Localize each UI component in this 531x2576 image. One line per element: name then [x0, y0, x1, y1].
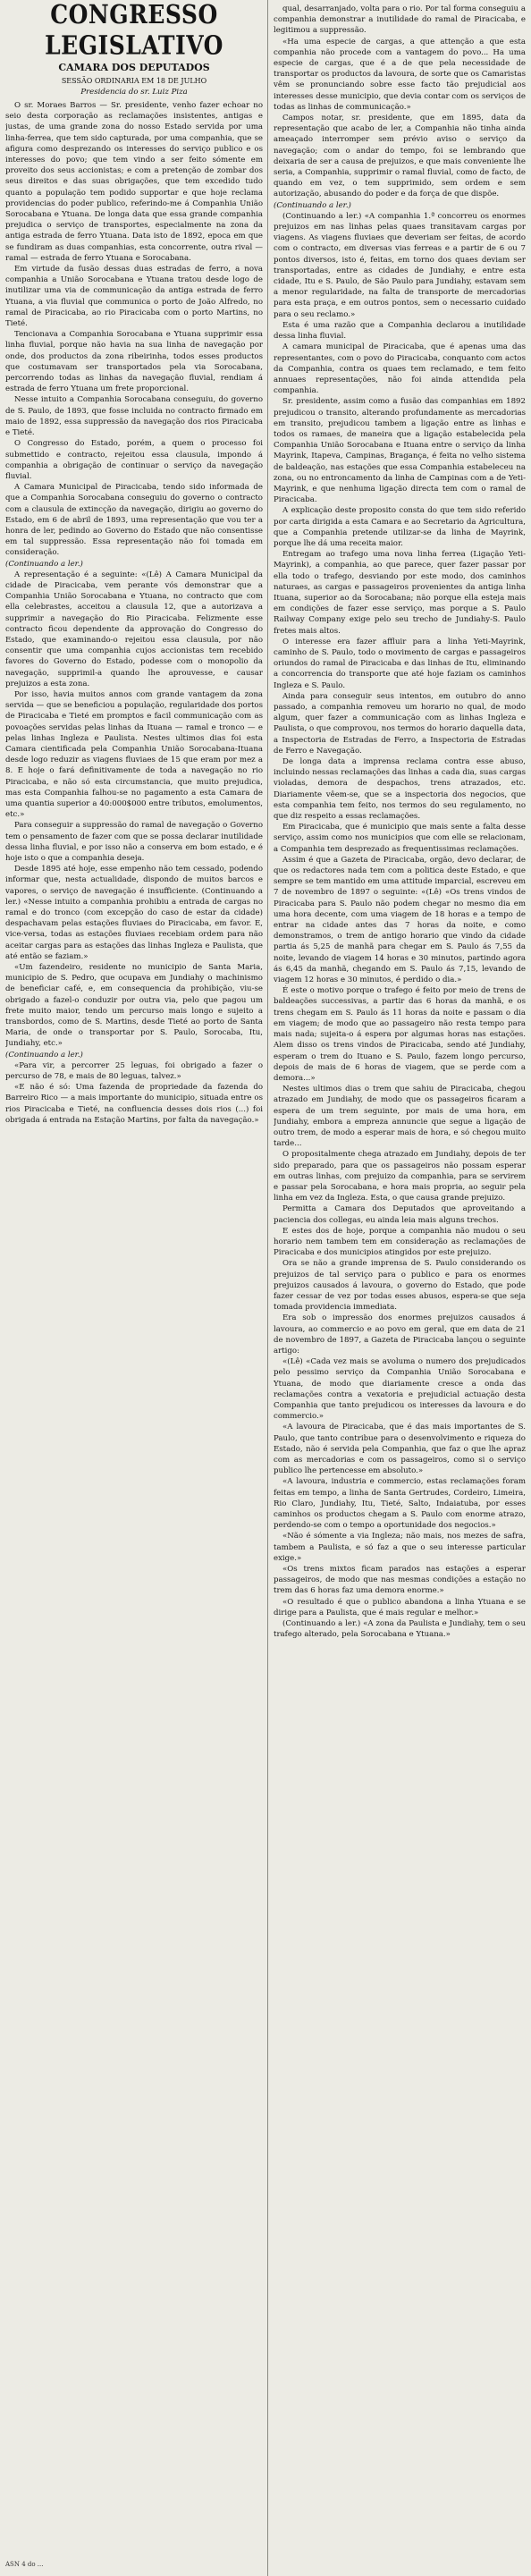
article-paragraph: «Ha uma especie de cargas, a que attenção a que esta companhia não procede com a vantagem do povo... Ha uma especie de cargas, que é a de que pela necessidade de transportar os productos da lavoura, de sorte que os Camaristas vêm se pronunciando sobre esse facto tão prejudicial aos interesses desse municipio, que devia contar com os serviços de todas as linhas de communicação.»	[274, 37, 526, 112]
article-paragraph: O sr. Moraes Barros — Sr. presidente, venho fazer echoar no seio desta corporação as reclamações insistentes, antigas e justas, de uma grande zona do nosso Estado servida por uma linha-ferrea, que tem sido capturada, por uma companhia, que se afigura como desprezando os interesses do serviço publico e os interesses do povo; que tem vindo a ser feito sómente em proveito dos seus accionistas; e com a pretenção de zombar dos seus direitos e das suas obrigações, que tem excedido tudo quanto a população tem podido supportar e que hoje reclama providencias do poder publico, referindo-me á Companhia União Sorocabana e Ytuana. De longa data que essa grande companhia prejudica o serviço de transportes, especialmente na zona da antiga estrada de ferro Ytuana. Data isto de 1892, epoca em que se fundiram as duas companhias, esta concorrente, outra rival — ramal — estrada de ferro Ytuana e Sorocabana.	[5, 101, 263, 263]
right-article-body	[274, 4, 526, 1640]
article-paragraph: «A lavoura de Piracicaba, que é das mais importantes de S. Paulo, que tanto contribue para o desenvolvimento e riqueza do Estado, não é servida pela Companhia, que faz o que lhe apraz com as mercadorias e com os passageiros, como si o serviço publico lhe pertencesse em absoluto.»	[274, 1423, 526, 1476]
presidency-line: Presidencia do sr. Luiz Piza	[80, 88, 188, 97]
article-paragraph: «O resultado é que o publico abandona a linha Ytuana e se dirige para a Paulista, que é mais regular e melhor.»	[274, 1597, 526, 1617]
article-paragraph: «A lavoura, industria e commercio, estas reclamações foram feitas em tempo, a linha de Santa Gertrudes, Cordeiro, Limeira, Rio Claro, Jundiahy, Itu, Tieté, Salto, Indaiatuba, por esses caminhos os productos chegam a S. Paulo com enorme atrazo, perdendo-se com o tempo a oportunidade dos negocios.»	[274, 1477, 526, 1531]
article-paragraph: Ainda para conseguir seus intentos, em outubro do anno passado, a companhia removeu um horario no qual, de modo algum, quer fazer a communicação com as linhas Ingleza e Paulista, o que comprovou, nos termos do horario daquella data, a Inspectoria de Estradas de Ferro, a Inspectoria de Estradas de Ferro e Navegação.	[274, 691, 526, 756]
article-paragraph: O Congresso do Estado, porém, a quem o processo foi submettido e contracto, rejeitou essa clausula, impondo á companhia a obrigação de continuar o serviço da navegação fluvial.	[5, 439, 263, 481]
article-paragraph: A camara municipal de Piracicaba, que é apenas uma das representantes, com o povo do Piracicaba, conquanto com actos da Companhia, contra os quaes tem reclamado, e tem feito annuaes representações, não foi ainda attendida pela companhia.	[274, 342, 526, 396]
article-paragraph: Entregam ao trafego uma nova linha ferrea (Ligação Yeti-Mayrink), a companhia, ao que parece, quer fazer passar por ella todo o trafego, desviando por este modo, dos caminhos naturaes, as cargas e passageiros provenientes da antiga linha Ituana, superior ao da Sorocabana; não porque ella esteja mais em condições de fazer esse serviço, mas porque a S. Paulo Railway Company exige pelo seu trecho de Jundiahy-S. Paulo fretes mais altos.	[274, 550, 526, 636]
right-column	[274, 4, 526, 2561]
continuation-mark: (Continuando a ler.)	[5, 1050, 83, 1060]
article-paragraph: «Um fazendeiro, residente no municipio de Santa Maria, municipio de S. Pedro, que ocupava em Jundiahy o machinismo de beneficiar café, e, em consequencia da prohibição, viu-se obrigado a fazel-o conduzir por outra via, pelo que pagou um frete muito maior, tendo um percurso mais longo e sujeito a transbordos, como de S. Martins, desde Tieté ao porto de Santa Maria, de onde o transportar por S. Paulo, Sorocaba, Itu, Jundiahy, etc.»	[5, 963, 263, 1049]
continuation-mark: (Continuando a ler.)	[5, 559, 83, 569]
article-paragraph: Nesse intuito a Companhia Sorocabana conseguiu, do governo de S. Paulo, de 1893, que fosse incluida no contracto firmado em maio de 1892, essa suppressão da navegação dos rios Piracicaba e Tieté.	[5, 395, 263, 438]
chamber-title: CAMARA DOS DEPUTADOS	[58, 62, 210, 73]
article-paragraph: Ora se não a grande imprensa de S. Paulo considerando os prejuizos de tal serviço para o publico e para os enormes prejuizos causados á lavoura, o governo do Estado, que pode fazer cessar de vez por todas esses abusos, espera-se que seja tomada providencia immediata.	[274, 1259, 526, 1313]
continuation-mark: (Continuando a ler.)	[274, 200, 351, 210]
article-paragraph: «(Lê) «Cada vez mais se avoluma o numero dos prejudicados pelo pessimo serviço da Companhia União Sorocabana e Ytuana, de modo que diariamente cresce a onda das reclamações contra a vexatoria e prejudicial actuação desta Companhia que tanto prejudicou os interesses da lavoura e do commercio.»	[274, 1357, 526, 1422]
article-paragraph: O propositalmente chega atrazado em Jundiahy, depois de ter sido preparado, para que os passageiros não possam esperar em outras linhas, com prejuizo da companhia, para se servirem e passar pela Sorocabana, e hora mais propria, ao seguir pela linha em vez da Ingleza. Esta, o que causa grande prejuizo.	[274, 1150, 526, 1204]
article-paragraph: Campos notar, sr. presidente, que em 1895, data da representação que acabo de ler, a Companhia não tinha ainda ameaçado interromper sem prévio aviso o serviço da navegação; com o andar do tempo, foi se lembrando que deixaria de ser a causa de prejuizos, e que mais conveniente lhe seria, a Companhia, supprimir o ramal fluvial, como de facto, de quando em vez, o tem supprimido, sem ordem e sem autorização, abusando do poder e da força de que dispõe.	[274, 114, 526, 199]
article-paragraph: «Os trens mixtos ficam parados nas estações a esperar passageiros, de modo que nas mesmas condições a estação no trem das 6 horas faz uma demora enorme.»	[274, 1565, 526, 1596]
article-paragraph: Sr. presidente, assim como a fusão das companhias em 1892 prejudicou o transito, alterando profundamente as mercadorias em transito, prejudicou tambem a ligação entre as linhas e todos os ramaes, de maneira que a ligação estabelecida pela Companhia União Sorocabana e Ituana entre o serviço da linha Mayrink, Itapeva, Campinas, Bragança, é feita no velho sistema de baldeação, nas estações que essa Companhia estabeleceu na zona, ou no entroncamento da linha de Campinas com a de Yeti-Mayrink, e que nenhuma ligação directa tem com o ramal de Piracicaba.	[274, 397, 526, 505]
article-paragraph: Por isso, havia muitos annos com grande vantagem da zona servida — que se beneficiou a população, regularidade dos portos de Piracicaba e Tieté em promptos e facil communicação com as povoações servidas pelas linhas da Ituana — ramal e tronco — e pelas linhas Ingleza e Paulista. Nestes ultimos dias foi esta Camara cientificada pela Companhia União Sorocabana-Ituana desde logo reduzir as viagens fluviaes de 15 que eram por mez a 8. E hoje o fará definitivamente de toda a navegação no rio Piracicaba, e não só esta circumstancia, que muito prejudica, mas esta Companhia falhou-se no pagamento a esta Camara de uma quantia superior a 40:000$000 entre tributos, emolumentos, etc.»	[5, 689, 263, 820]
article-paragraph: Tencionava a Companhia Sorocabana e Ytuana supprimir essa linha fluvial, porque não havia na sua linha de navegação por onde, dos productos da zona ribeirinha, todos esses productos que costumavam ser transportados pela via Sorocabana, percorrendo todas as linhas da navegação fluvial, rendiam á estrada de ferro Ytuana um frete proporcional.	[5, 330, 263, 394]
article-paragraph: Permitta a Camara dos Deputados que aproveitando a paciencia dos collegas, eu ainda leia mais alguns trechos.	[274, 1204, 526, 1225]
article-paragraph: Assim é que a Gazeta de Piracicaba, orgão, devo declarar, de que os redactores nada tem com a politica deste Estado, e que sempre se tem mantido em uma attitude imparcial, escreveu em 7 de novembro de 1897 o seguinte: «(Lê) «Os trens vindos de Piracicaba para S. Paulo não podem chegar no mesmo dia em uma hora decente, com uma viagem de 18 horas e a tempo de entrar na cidade antes das 7 horas da noite, e como demonstramos, o trem de antigo horario que vindo da cidade partia ás 5,25 de manhã para chegar em S. Paulo ás 7,55 da noite, levando de viagem 14 horas e 30 minutos, partindo agora ás 6,45 da manhã, chegando em S. Paulo ás 7,15, levando de viagem 12 horas e 30 minutos, é perdido o dia.»	[274, 855, 526, 985]
left-column	[5, 4, 263, 2561]
article-paragraph: (Continuando a ler.) «A companhia 1.ª concorreu os enormes prejuizos em nas linhas pelas quaes transitavam cargas por viagens. As viagens fluviaes que deveriam ser feitas, de acordo com o contracto, em diversas vias ferreas e a partir de 6 ou 7 pontos diversos, isto é, feitas, em torno dos quaes deviam ser transportadas, entre as cidades de Jundiahy, e entre esta cidade, Itu e S. Paulo, de São Paulo para Jundiahy, estavam sem a menor regularidade, na falta de transporte de mercadorias para esta praça, e em outros pontos, sem o necessario cuidado para o seu reclamo.»	[274, 211, 526, 319]
article-paragraph: Nestes ultimos dias o trem que sahiu de Piracicaba, chegou atrazado em Jundiahy, de modo que os passageiros ficaram a espera de um trem seguinte, por mais de uma hora, em Jundiahy, embora a empreza annuncie que segue a ligação de outro trem, de modo a esperar mais de hora, e só chegou muito tarde...	[274, 1085, 526, 1149]
article-paragraph: Esta é uma razão que a Companhia declarou a inutilidade dessa linha fluvial.	[274, 320, 526, 342]
article-paragraph: «E não é só: Uma fazenda de propriedade da fazenda do Barreiro Rico — a mais importante do municipio, situada entre os rios Piracicaba e Tieté, na confluencia desses dois rios (...) foi obrigada á entrada na Estação Martins, por falta da navegação.»	[5, 1083, 263, 1125]
article-paragraph: «Não é sómente a via Ingleza; não mais, nos mezes de safra, tambem a Paulista, e só faz a que o seu interesse particular exige.»	[274, 1532, 526, 1563]
article-paragraph: A Camara Municipal de Piracicaba, tendo sido informada de que a Companhia Sorocabana conseguiu do governo o contracto com a clausula de extincção da navegação, dirigiu ao governo do Estado, em 6 de abril de 1893, uma representação que vou ter a honra de ler, pedindo ao Governo do Estado que não consentisse em tal suppressão. Essa representação não foi tomada em consideração.	[5, 483, 263, 558]
article-paragraph: «Para vir, a percorrer 25 leguas, foi obrigado a fazer o percurso de 78, e mais de 80 leguas, talvez.»	[5, 1060, 263, 1082]
page-footer: ASN 4 do ...	[5, 2561, 44, 2568]
article-paragraph: Em Piracicaba, que é municipio que mais sente a falta desse serviço, assim como nos municipios que com elle se relacionam, a Companhia tem desprezado as frequentissimas reclamações.	[274, 823, 526, 854]
article-paragraph: A explicação deste proposito consta do que tem sido referido por carta dirigida a esta Camara e ao Secretario da Agricultura, que a Companhia pretende utilizar-se da linha de Mayrink, porque lhe dá uma receita maior.	[274, 506, 526, 548]
article-paragraph: (Continuando a ler.) «A zona da Paulista e Jundiahy, tem o seu trafego alterado, pela Sorocabana e Ytuana.»	[274, 1619, 526, 1640]
left-article-body	[5, 100, 263, 1126]
session-title: SESSÃO ORDINARIA EM 18 DE JULHO	[61, 77, 207, 85]
article-paragraph: O interesse era fazer affluir para a linha Yeti-Mayrink, caminho de S. Paulo, todo o movimento de cargas e passageiros oriundos do ramal de Piracicaba e das linhas de Itu, eliminando a concorrencia do transporte que até hoje faziam os caminhos Ingleza e S. Paulo.	[274, 637, 526, 690]
article-paragraph: qual, desarranjado, volta para o rio. Por tal forma conseguiu a companhia demonstrar a inutilidade do ramal de Piracicaba, e legitimou a suppressão.	[274, 4, 526, 36]
article-paragraph: A representação é a seguinte: «(Lê) A Camara Municipal da cidade de Piracicaba, vem perante vós demonstrar que a Companhia União Sorocabana e Ytuana, no contracto que com ella celebrastes, acceitou a clausula 12, que a autorizava a supprimir a navegação do Rio Piracicaba. Felizmente esse contracto ficou dependente da approvação do Congresso do Estado, que examinando-o rejeitou essa clausula, por não consentir que uma companhia cujos accionistas tem recebido favores do Governo do Estado, podesse com o monopolio da navegação, supprimil-a quando lhe aprouvesse, e causar prejuizos a esta zona.	[5, 570, 263, 688]
article-paragraph: Em virtude da fusão dessas duas estradas de ferro, a nova companhia a União Sorocabana e Ytuana tratou desde logo de inutilizar uma via de communicação da antiga estrada de ferro Ytuana, a via fluvial que communica o porto de João Alfredo, no ramal de Piracicaba, ao rio Piracicaba com o porto Martins, no Tieté.	[5, 265, 263, 329]
article-paragraph: Era sob o impressão dos enormes prejuizos causados á lavoura, ao commercio e ao povo em geral, que em data de 21 de novembro de 1897, a Gazeta de Piracicaba lançou o seguinte artigo:	[274, 1313, 526, 1356]
headline: CONGRESSO LEGISLATIVO	[45, 4, 223, 61]
article-paragraph: Desde 1895 até hoje, esse empenho não tem cessado, podendo informar que, nesta actualidade, dispondo de muitos barcos e vapores, o serviço de navegação é insufficiente. (Continuando a ler.) «Nesse intuito a companhia prohibiu a entrada de cargas no ramal e do tronco (com excepção do caso de estar da cidade) despachavam pelas estações fluviaes do Piracicaba, em favor. E, vice-versa, todas as estações fluviaes recebiam ordem para não aceitar cargas para as estações das linhas Ingleza e Paulista, que até então se faziam.»	[5, 865, 263, 961]
article-paragraph: De longa data a imprensa reclama contra esse abuso, incluindo nessas reclamações das linhas a cada dia, suas cargas violadas, demora de despachos, trens atrazados, etc. Diariamente vêem-se, que se a inspectoria dos negocios, que esta companhia tem feito, nos termos do seu regulamento, no que diz respeito a essas reclamações.	[274, 757, 526, 822]
column-divider	[267, 0, 268, 2576]
article-paragraph: E estes dos de hoje, porque a companhia não mudou o seu horario nem tambem tem em consideração as reclamações de Piracicaba e dos municipios atingidos por este prejuizo.	[274, 1226, 526, 1258]
article-paragraph: Para conseguir a suppressão do ramal de navegação o Governo tem o pensamento de fazer com que se possa declarar inutilidade dessa linha fluvial, e por isso não a conserva em bom estado, e é hoje isto o que a companhia deseja.	[5, 821, 263, 864]
article-paragraph: É este o motivo porque o trafego é feito por meio de trens de baldeações successivas, a partir das 6 horas da manhã, e os trens chegam em S. Paulo ás 11 horas da noite e passam o dia em viagem; de modo que ao passageiro não resta tempo para mais nada; sujeita-o á espera por algumas horas nas estações. Alem disso os trens vindos de Piracicaba, sendo até Jundiahy, esperam o trem do Ituano e S. Paulo, fazem longo percurso, depois de mais de 6 horas de viagem, que se perde com a demora...»	[274, 986, 526, 1083]
